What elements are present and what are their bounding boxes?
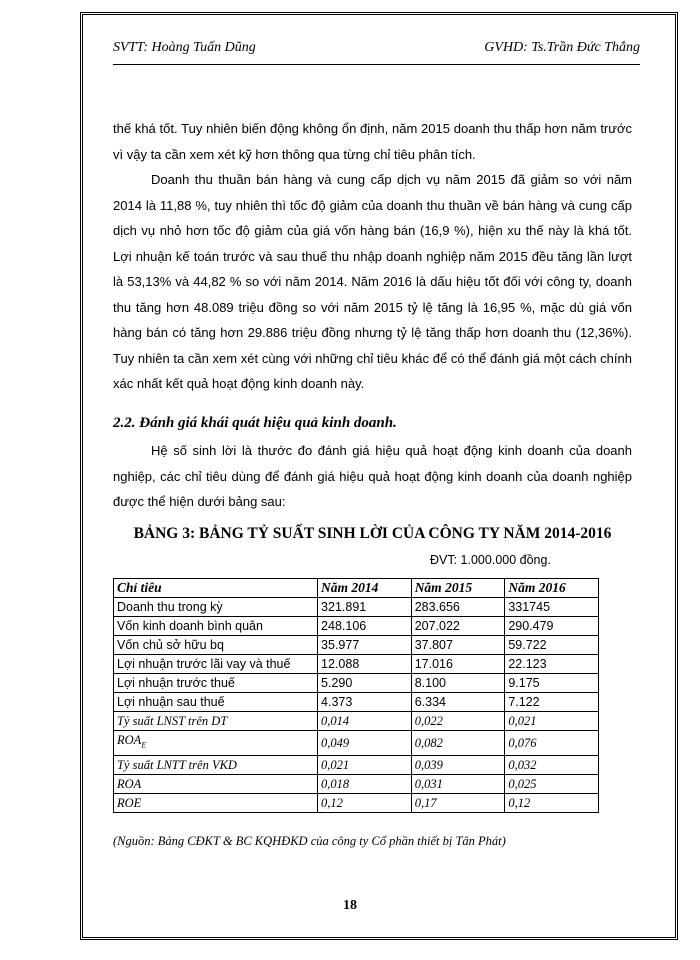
cell: 12.088 <box>318 655 412 674</box>
column-header: Năm 2014 <box>318 579 412 598</box>
table-unit: ĐVT: 1.000.000 đồng. <box>430 553 551 567</box>
table-row <box>114 712 599 731</box>
table-title: BẢNG 3: BẢNG TỶ SUẤT SINH LỜI CỦA CÔNG TY NĂM 2014-2016 <box>133 525 612 542</box>
section-body <box>113 438 632 515</box>
row-label <box>114 731 318 756</box>
cell: 35.977 <box>318 636 412 655</box>
cell: 7.122 <box>505 693 599 712</box>
cell: 321.891 <box>318 598 412 617</box>
column-header: Chỉ tiêu <box>114 579 318 598</box>
cell: 9.175 <box>505 674 599 693</box>
column-header: Năm 2015 <box>411 579 505 598</box>
cell: 0,032 <box>505 755 599 774</box>
paragraph: Doanh thu thuần bán hàng và cung cấp dịch vụ năm 2015 đã giảm so với năm 2014 là 11,88 %, tuy nhiên thì tốc độ giảm của doanh thu thuần về bán hàng và cung cấp dịch vụ nhỏ hơn tốc độ giảm của giá vốn hàng bán (16,9 %), hiện xu thế này là khá tốt. Lợi nhuận kế toán trước và sau thuế thu nhập doanh nghiệp năm 2015 đều tăng lần lượt là 53,13% và 44,82 % so với năm 2014. Năm 2016 là dấu hiệu tốt đối với công ty, doanh thu tăng hơn 48.089 triệu đồng so với năm 2015 tỷ lệ tăng là 16,95 %, mặc dù giá vốn hàng bán có tăng hơn 29.886 triệu đồng nhưng tỷ lệ tăng thấp hơn doanh thu (12,36%). Tuy nhiên ta cần xem xét cùng với những chỉ tiêu khác để có thể đánh giá một cách chính xác nhất kết quả hoạt động kinh doanh này. <box>113 172 632 391</box>
cell: 248.106 <box>318 617 412 636</box>
profitability-table <box>113 578 599 813</box>
body-text <box>113 116 632 397</box>
cell: 0,021 <box>505 712 599 731</box>
row-label: ROE <box>114 793 318 812</box>
cell: 0,031 <box>411 774 505 793</box>
cell: 290.479 <box>505 617 599 636</box>
cell: 22.123 <box>505 655 599 674</box>
cell: 8.100 <box>411 674 505 693</box>
row-label: Tỷ suất LNTT trên VKD <box>114 755 318 774</box>
roa-label: ROA <box>117 733 142 747</box>
cell: 4.373 <box>318 693 412 712</box>
column-header: Năm 2016 <box>505 579 599 598</box>
table-source: (Nguồn: Bảng CĐKT & BC KQHĐKD của công ty Cổ phần thiết bị Tân Phát) <box>113 834 506 848</box>
cell: 0,17 <box>411 793 505 812</box>
row-label: Lợi nhuận sau thuế <box>114 693 318 712</box>
table-row <box>114 731 599 756</box>
table-row <box>114 598 599 617</box>
cell: 0,12 <box>318 793 412 812</box>
table-row <box>114 693 599 712</box>
table-row <box>114 755 599 774</box>
row-label: Lợi nhuận trước thuế <box>114 674 318 693</box>
cell: 0,021 <box>318 755 412 774</box>
cell: 17.016 <box>411 655 505 674</box>
cell: 0,12 <box>505 793 599 812</box>
student-name: SVTT: Hoàng Tuấn Dũng <box>113 40 256 55</box>
cell: 0,076 <box>505 731 599 756</box>
paragraph: Hệ số sinh lời là thước đo đánh giá hiệu quả hoạt động kinh doanh của doanh nghiệp, các chỉ tiêu dùng để đánh giá hiệu quả hoạt động kinh doanh của doanh nghiệp được thể hiện dưới bảng sau: <box>113 443 632 509</box>
cell: 207.022 <box>411 617 505 636</box>
cell: 0,039 <box>411 755 505 774</box>
page-number: 18 <box>343 898 357 913</box>
cell: 0,014 <box>318 712 412 731</box>
cell: 59.722 <box>505 636 599 655</box>
cell: 0,018 <box>318 774 412 793</box>
advisor-name: GVHD: Ts.Trần Đức Thắng <box>484 40 640 55</box>
row-label: Tỷ suất LNST trên DT <box>114 712 318 731</box>
cell: 0,025 <box>505 774 599 793</box>
table-row <box>114 636 599 655</box>
row-label: Doanh thu trong kỳ <box>114 598 318 617</box>
section-heading: 2.2. Đánh giá khái quát hiệu quả kinh doanh. <box>113 415 397 431</box>
row-label: Vốn kinh doanh bình quân <box>114 617 318 636</box>
table-row <box>114 617 599 636</box>
cell: 331745 <box>505 598 599 617</box>
table-row <box>114 674 599 693</box>
paragraph: thế khá tốt. Tuy nhiên biến động không ổn định, năm 2015 doanh thu thấp hơn năm trước vì vậy ta cần xem xét kỹ hơn thông qua từng chỉ tiêu phân tích. <box>113 121 632 162</box>
cell: 283.656 <box>411 598 505 617</box>
cell: 6.334 <box>411 693 505 712</box>
cell: 0,049 <box>318 731 412 756</box>
row-label: ROA <box>114 774 318 793</box>
cell: 5.290 <box>318 674 412 693</box>
cell: 0,022 <box>411 712 505 731</box>
table-row <box>114 655 599 674</box>
table-header-row <box>114 579 599 598</box>
row-label: Lợi nhuận trước lãi vay và thuế <box>114 655 318 674</box>
header-divider <box>113 64 640 65</box>
table-row <box>114 774 599 793</box>
cell: 37.807 <box>411 636 505 655</box>
table-row <box>114 793 599 812</box>
row-label: Vốn chủ sở hữu bq <box>114 636 318 655</box>
roa-subscript: E <box>141 740 147 750</box>
cell: 0,082 <box>411 731 505 756</box>
